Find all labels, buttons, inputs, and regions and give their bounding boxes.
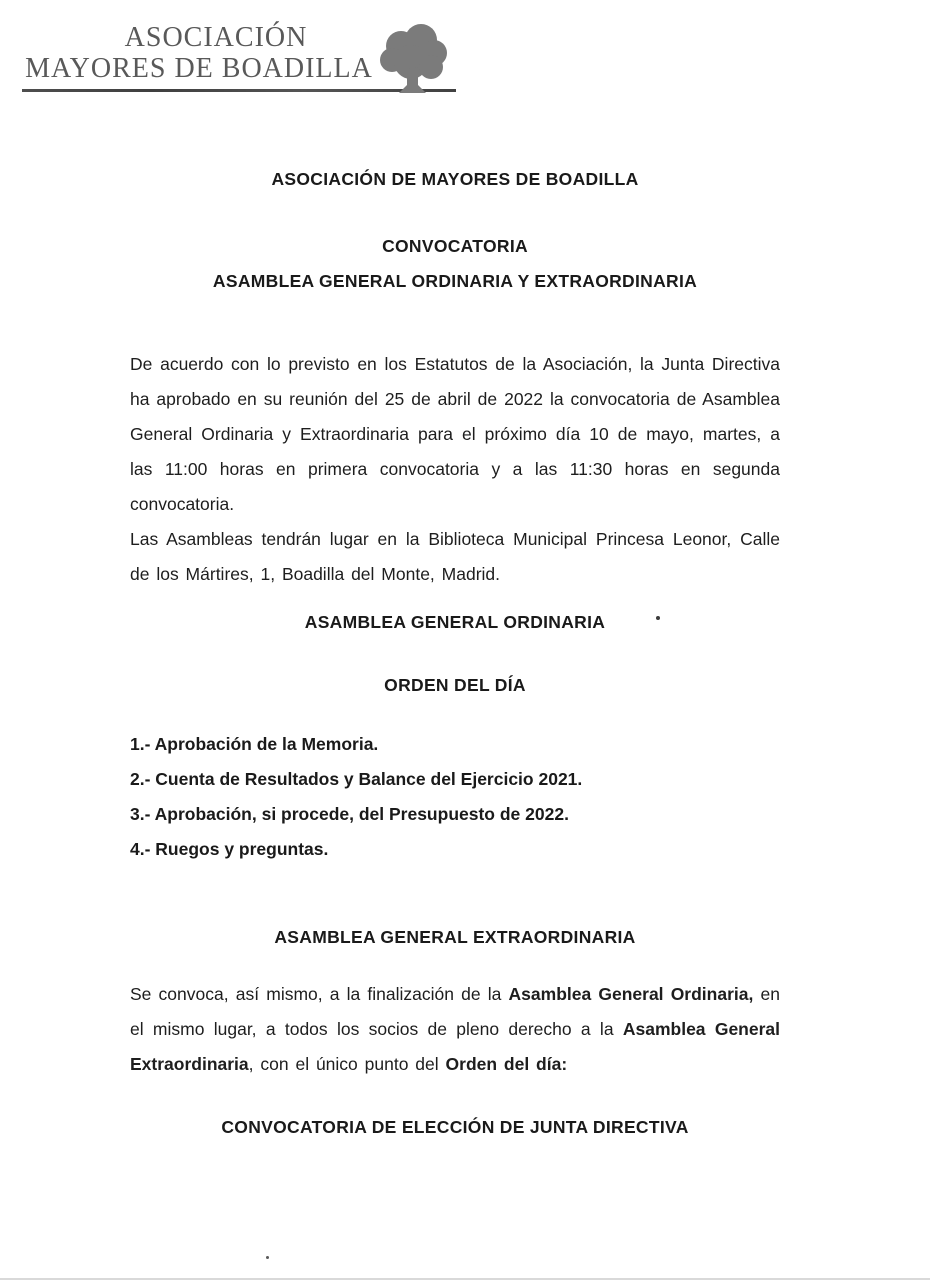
document-body [130, 0, 780, 1138]
paragraph-segment: en el mismo lugar, a todos los socios de pleno derecho a la [130, 984, 780, 1039]
ordinaria-section-heading: ASAMBLEA GENERAL ORDINARIA [304, 612, 606, 632]
intro-paragraph: De acuerdo con lo previsto en los Estatutos de la Asociación, la Junta Directiva ha aprobado en su reunión del 25 de abril de 2022 la convocatoria de Asamblea General Ordinaria y Extraordinaria para el próximo día 10 de mayo, martes, a las 11:00 horas en primera convocatoria y a las 11:30 horas en segunda convocatoria. [130, 354, 780, 514]
location-paragraph: Las Asambleas tendrán lugar en la Biblioteca Municipal Princesa Leonor, Calle de los Mártires, 1, Boadilla del Monte, Madrid. [130, 529, 780, 584]
agenda-item-3: 3.- Aprobación, si procede, del Presupuesto de 2022. [130, 804, 569, 824]
paragraph-segment-bold: Asamblea General Ordinaria, [508, 984, 754, 1004]
asamblea-general-heading: ASAMBLEA GENERAL ORDINARIA Y EXTRAORDINARIA [212, 271, 698, 291]
paragraph-segment-bold: Orden del día: [445, 1054, 568, 1074]
extraordinaria-paragraph [130, 977, 780, 1082]
tree-icon [374, 19, 448, 98]
agenda-item-1: 1.- Aprobación de la Memoria. [130, 734, 379, 754]
agenda-item-4: 4.- Ruegos y preguntas. [130, 839, 329, 859]
agenda-item-2: 2.- Cuenta de Resultados y Balance del Ejercicio 2021. [130, 769, 583, 789]
paragraph-segment-bold: Asamblea General Extraordinaria [130, 1019, 781, 1074]
logo-text-line2: MAYORES DE BOADILLA [25, 53, 373, 84]
extraordinaria-section-heading: ASAMBLEA GENERAL EXTRAORDINARIA [274, 927, 636, 947]
convocatoria-heading: CONVOCATORIA [382, 236, 528, 256]
final-heading: CONVOCATORIA DE ELECCIÓN DE JUNTA DIRECTIVA [221, 1117, 689, 1137]
scan-speck [266, 1256, 269, 1259]
scan-speck [656, 616, 660, 620]
document-title: ASOCIACIÓN DE MAYORES DE BOADILLA [271, 169, 639, 189]
paragraph-segment: , con el único punto del [248, 1054, 446, 1074]
paragraph-segment: Se convoca, así mismo, a la finalización de la [130, 984, 509, 1004]
logo-text-line1: ASOCIACIÓN [124, 22, 308, 53]
orden-del-dia-heading: ORDEN DEL DÍA [384, 675, 526, 695]
agenda-list [130, 727, 780, 867]
